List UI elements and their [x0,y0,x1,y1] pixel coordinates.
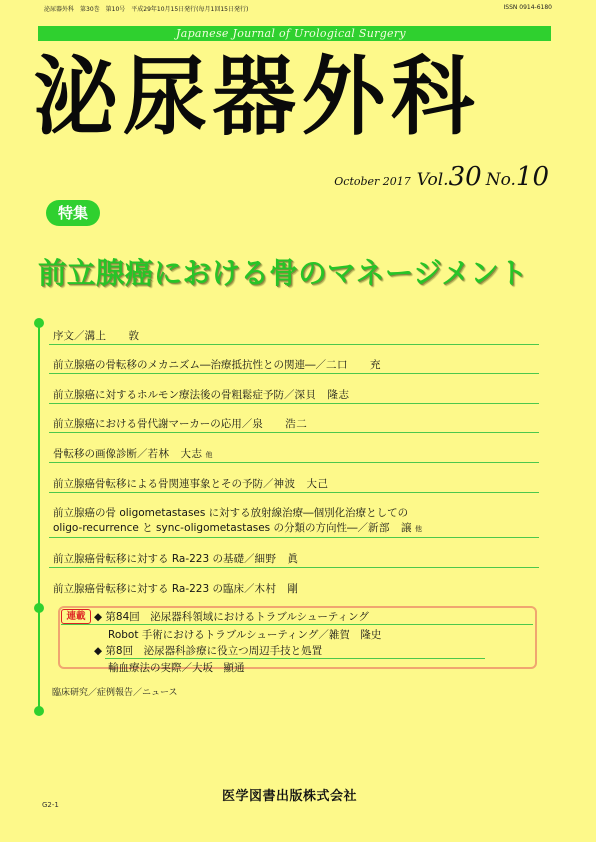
toc-rule [49,462,539,463]
rensai-rule [105,658,485,659]
toc-rule [49,403,539,404]
toc-item [53,387,539,402]
issue-number: 10 [515,162,549,192]
issue-info [334,162,549,192]
toc-rule [49,492,539,493]
toc-item [53,357,539,372]
toc-item [53,446,539,461]
toc-author: 溝上 敦 [84,330,140,342]
issue-month: October 2017 [334,175,411,188]
publisher: 医学図書出版株式会社 [222,789,358,804]
english-title-bar: Japanese Journal of Urological Surgery [38,26,551,41]
rensai-label: 連載 [61,609,91,624]
toc-item [53,505,539,535]
toc-dot-bottom [34,706,44,716]
toc-author: 木村 剛 [254,583,299,595]
toc-author: 深貝 隆志 [294,389,350,401]
toc-note: 他 [415,525,422,533]
toc-title: 前立腺癌骨転移による骨関連事象とその予防／ [53,478,274,490]
rensai-item-header: ◆ 第8回 泌尿器科診療に役立つ周辺手技と処置 [94,645,323,657]
toc-item [53,328,539,343]
journal-title: 泌尿器外科 [34,47,481,147]
issn: ISSN 0914-6180 [503,4,552,11]
toc-author: 細野 眞 [254,553,299,565]
toc-dot-middle [34,603,44,613]
toc-rule [49,373,539,374]
toc-dot-top [34,318,44,328]
toc-rule [49,567,539,568]
toc-title: 前立腺癌骨転移に対する Ra-223 の基礎／ [53,553,255,565]
toc-rule [49,432,539,433]
toc-item [53,476,539,491]
feature-title: 前立腺癌における骨のマネージメント [38,256,529,290]
toc-title: 前立腺癌の骨転移のメカニズム―治療抵抗性との関連―／ [53,359,326,371]
toc-vertical-line [38,322,40,712]
toc-author: 新部 譲 [368,522,412,534]
toc-item [53,551,539,566]
toc-author: 神波 大己 [273,478,329,490]
rensai-item-sub: Robot 手術におけるトラブルシューティング／雑賀 隆史 [108,629,382,641]
vol-number: 30 [448,162,482,192]
toc-note: 他 [205,451,213,459]
toc-item [53,581,539,596]
toc-author: 二口 充 [326,359,381,371]
vol-prefix: Vol. [416,170,449,190]
toc-title: 前立腺癌に対するホルモン療法後の骨粗鬆症予防／ [53,389,295,401]
rensai-item-header: ◆ 第84回 泌尿器科領域におけるトラブルシューティング [94,611,369,623]
toc-rule [49,344,539,345]
toc-title: 骨転移の画像診断／ [53,448,148,460]
no-prefix: No. [485,170,516,190]
toc-rule [49,537,539,538]
header-meta-line: 泌尿器外科 第30巻 第10号 平成29年10月15日発行(毎月1回15日発行) [44,6,249,13]
toc-title-continued: oligo-recurrence と sync-oligometastases の分類の方向性―／ [53,522,368,534]
toc-title: 前立腺癌骨転移に対する Ra-223 の臨床／ [53,583,255,595]
toc-title: 序文／ [53,330,85,342]
toc-author: 泉 浩二 [252,418,308,430]
toc-item [53,416,539,431]
toc-author: 若林 大志 [147,448,203,460]
toc-title: 前立腺癌における骨代謝マーカーの応用／ [53,418,253,430]
rensai-rule [61,624,533,625]
feature-badge: 特集 [46,200,100,226]
misc-sections: 臨床研究／症例報告／ニュース [52,688,178,698]
rensai-item-sub: 輸血療法の実際／大坂 顯通 [108,662,245,674]
cover-code: G2-1 [42,801,59,809]
toc-title: 前立腺癌の骨 oligometastases に対する放射線治療―個別化治療としての [53,507,409,519]
